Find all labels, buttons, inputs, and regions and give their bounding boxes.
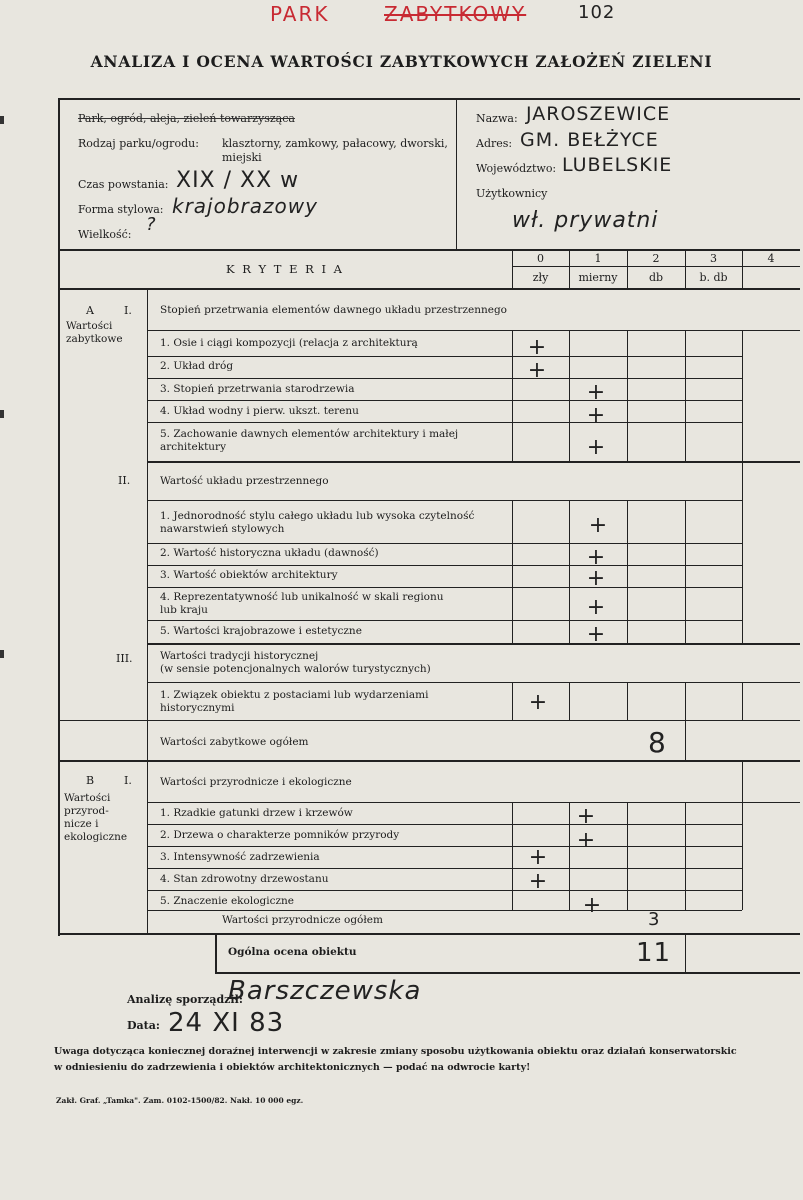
col-name-1: mierny xyxy=(578,271,618,284)
b-mark-2: + xyxy=(576,828,596,853)
print-info: Zakł. Graf. „Tamka". Zam. 0102-1500/82. Nakł. 10 000 egz. xyxy=(56,1096,304,1105)
a2-item-1b: nawarstwień stylowych xyxy=(160,523,285,535)
group1-title: Stopień przetrwania elementów dawnego układu przestrzennego xyxy=(160,304,507,316)
row-line xyxy=(147,824,742,825)
note-line-2: w odniesieniu do zadrzewienia i obiektów architektonicznych — podać na odwrocie karty! xyxy=(54,1062,531,1073)
a3-item-1: 1. Związek obiektu z postaciami lub wydarzeniami xyxy=(160,689,429,701)
val-col-line xyxy=(742,461,743,643)
a2-mark-4: + xyxy=(586,595,606,620)
header-top-line xyxy=(58,249,800,251)
val-col-line xyxy=(569,330,570,461)
row-line xyxy=(147,378,742,379)
a2-mark-5: + xyxy=(586,622,606,647)
analyst-label: Analizę sporządził: xyxy=(127,993,243,1006)
section-a-roman: I. xyxy=(124,304,132,317)
park-type-label xyxy=(78,112,295,125)
row-line xyxy=(147,587,742,588)
row-line xyxy=(147,543,742,544)
czas-value: XIX / XX w xyxy=(176,168,300,193)
overall-label: Ogólna ocena obiektu xyxy=(228,946,357,958)
a1-item-3: 3. Stopień przetrwania starodrzewia xyxy=(160,383,355,395)
a2-mark-1: + xyxy=(588,513,608,538)
b-group-title: Wartości przyrodnicze i ekologiczne xyxy=(160,776,352,788)
a1-item-1: 1. Osie i ciągi kompozycji (relacja z architekturą xyxy=(160,337,418,349)
section-b-name-2: przyrod- xyxy=(64,805,109,817)
wojewodztwo-value: LUBELSKIE xyxy=(562,154,673,176)
row-line xyxy=(147,682,800,683)
group3-title-1: Wartości tradycji historycznej xyxy=(160,650,319,662)
frame-left xyxy=(58,98,60,936)
row-line xyxy=(58,760,800,762)
a-total-value: 8 xyxy=(648,726,667,759)
uzytkownicy-value: wł. prywatni xyxy=(512,208,659,233)
a1-item-5: 5. Zachowanie dawnych elementów architektury i małej xyxy=(160,428,459,440)
rodzaj-options: klasztorny, zamkowy, pałacowy, dworski, xyxy=(222,137,448,150)
col-name-2: db xyxy=(648,271,664,284)
a1-mark-2: + xyxy=(527,358,547,383)
wielkosc-value: ? xyxy=(146,214,157,235)
b-item-2: 2. Drzewa o charakterze pomników przyrody xyxy=(160,829,400,841)
col-num-2: 2 xyxy=(652,252,660,265)
col-name-3: b. db xyxy=(699,271,728,284)
col-name-0: zły xyxy=(532,271,549,284)
col-num-0: 0 xyxy=(537,252,544,265)
kryteria-header: K R Y T E R I A xyxy=(225,262,344,276)
val-col-line xyxy=(685,802,686,910)
group3-roman: III. xyxy=(116,652,133,665)
uzytkownicy-label: Użytkownicy xyxy=(476,187,548,200)
a2-mark-2: + xyxy=(586,545,606,570)
b-item-1: 1. Rzadkie gatunki drzew i krzewów xyxy=(160,807,353,819)
group2-title: Wartość układu przestrzennego xyxy=(160,475,329,487)
wojewodztwo-label: Województwo: xyxy=(476,162,557,175)
page-title: ANALIZA I OCENA WARTOŚCI ZABYTKOWYCH ZAŁOŻEŃ ZIELENI xyxy=(90,52,713,71)
overall-box-mid xyxy=(685,933,686,974)
row-line xyxy=(147,565,742,566)
nazwa-label: Nazwa: xyxy=(476,112,518,125)
stamp-park: PARK xyxy=(270,2,330,26)
overall-box-bottom xyxy=(215,972,800,974)
overall-box-left xyxy=(215,933,217,974)
frame-top xyxy=(58,98,800,100)
cat-col-line-b xyxy=(147,760,148,934)
a2-item-1: 1. Jednorodność stylu całego układu lub wysoka czytelność xyxy=(160,510,475,522)
a3-item-1b: historycznymi xyxy=(160,702,235,714)
rodzaj-label: Rodzaj parku/ogrodu: xyxy=(78,137,199,150)
a-total-label: Wartości zabytkowe ogółem xyxy=(160,736,309,748)
a1-item-2: 2. Układ dróg xyxy=(160,360,234,372)
section-b-name-4: ekologiczne xyxy=(64,831,128,843)
group3-title-2: (w sensie potencjonalnych walorów turystycznych) xyxy=(160,663,431,675)
row-line xyxy=(147,620,742,621)
a1-mark-4: + xyxy=(586,403,606,428)
row-line xyxy=(147,356,742,357)
row-line xyxy=(147,802,800,803)
date-value: 24 XI 83 xyxy=(168,1008,285,1038)
stamp-zabytkowy: ZABYTKOWY xyxy=(384,2,527,26)
row-line xyxy=(58,720,800,721)
row-line xyxy=(147,461,800,463)
val-col-line xyxy=(512,802,513,910)
val-col-line xyxy=(685,330,686,461)
val-col-line xyxy=(512,500,513,643)
val-col-line xyxy=(569,682,570,720)
section-b-name-1: Wartości xyxy=(64,792,111,804)
section-a-name-2: zabytkowe xyxy=(66,333,123,345)
a2-item-3: 3. Wartość obiektów architektury xyxy=(160,569,338,581)
row-line xyxy=(58,933,800,935)
edge-mark xyxy=(0,410,4,418)
info-divider xyxy=(456,98,457,250)
row-line xyxy=(147,422,742,423)
a1-mark-3: + xyxy=(586,380,606,405)
a2-item-2: 2. Wartość historyczna układu (dawność) xyxy=(160,547,379,559)
val-col-line xyxy=(627,330,628,461)
park-type-text: Park, ogród, aleja, zieleń towarzysząca xyxy=(78,112,295,125)
b-item-4: 4. Stan zdrowotny drzewostanu xyxy=(160,873,329,885)
a3-mark-1: + xyxy=(528,690,548,715)
val-col-line xyxy=(742,330,743,461)
date-label: Data: xyxy=(127,1019,160,1032)
adres-label: Adres: xyxy=(476,137,513,150)
header-mid-line xyxy=(512,266,800,267)
col-num-1: 1 xyxy=(594,252,602,265)
a2-item-4b: lub kraju xyxy=(160,604,208,616)
val-col-line xyxy=(627,682,628,720)
row-line xyxy=(147,868,742,869)
row-line xyxy=(147,846,742,847)
wielkosc-label: Wielkość: xyxy=(78,228,132,241)
val-col-line xyxy=(512,682,513,720)
czas-label: Czas powstania: xyxy=(78,178,169,191)
section-b-roman: I. xyxy=(124,774,132,787)
val-col-line xyxy=(569,802,570,910)
val-col-line xyxy=(742,760,743,910)
val-col-line xyxy=(742,682,743,720)
cat-col-line xyxy=(147,288,148,760)
row-line xyxy=(147,500,742,501)
section-b-name-3: nicze i xyxy=(64,818,99,830)
group2-roman: II. xyxy=(118,474,131,487)
note-line-1: Uwaga dotycząca koniecznej doraźnej interwencji w zakresie zmiany sposobu użytkowania obiektu oraz działań konserwatorskic xyxy=(54,1046,737,1057)
analyst-signature: Barszczewska xyxy=(228,976,422,1006)
b-mark-3: + xyxy=(528,845,548,870)
b-mark-1: + xyxy=(576,804,596,829)
b-mark-5: + xyxy=(582,893,602,918)
group1-title-line xyxy=(147,330,800,331)
val-col-line xyxy=(685,500,686,643)
forma-label: Forma stylowa: xyxy=(78,203,164,216)
b-total-label: Wartości przyrodnicze ogółem xyxy=(222,914,383,926)
edge-mark xyxy=(0,116,4,124)
header-bottom-line xyxy=(58,288,800,290)
a2-mark-3: + xyxy=(586,566,606,591)
val-col-line xyxy=(627,500,628,643)
rodzaj-options-2: miejski xyxy=(222,151,262,164)
section-b-code: B xyxy=(86,774,95,787)
a1-item-4: 4. Układ wodny i pierw. ukszt. terenu xyxy=(160,405,359,417)
a2-item-4: 4. Reprezentatywność lub unikalność w skali regionu xyxy=(160,591,444,603)
edge-mark xyxy=(0,650,4,658)
section-a-name-1: Wartości xyxy=(66,320,113,332)
a1-mark-1: + xyxy=(527,335,547,360)
section-a-code: A xyxy=(86,304,94,317)
val-col-line xyxy=(685,682,686,760)
val-col-line xyxy=(512,330,513,461)
a1-mark-5: + xyxy=(586,435,606,460)
b-item-3: 3. Intensywność zadrzewienia xyxy=(160,851,320,863)
col-num-4: 4 xyxy=(767,252,775,265)
stamp-number: 102 xyxy=(578,2,616,23)
col-num-3: 3 xyxy=(710,252,717,265)
nazwa-value: JAROSZEWICE xyxy=(526,103,671,125)
row-line xyxy=(147,643,800,645)
overall-value: 11 xyxy=(636,938,672,968)
b-mark-4: + xyxy=(528,869,548,894)
row-line xyxy=(147,400,742,401)
b-item-5: 5. Znaczenie ekologiczne xyxy=(160,895,295,907)
forma-value: krajobrazowy xyxy=(172,194,318,218)
a2-item-5: 5. Wartości krajobrazowe i estetyczne xyxy=(160,625,362,637)
b-total-value: 3 xyxy=(648,909,661,930)
row-line xyxy=(147,890,742,891)
val-col-line xyxy=(627,802,628,910)
val-col-line xyxy=(569,500,570,643)
a1-item-5b: architektury xyxy=(160,441,227,453)
adres-value: GM. BEŁŻYCE xyxy=(520,129,659,151)
